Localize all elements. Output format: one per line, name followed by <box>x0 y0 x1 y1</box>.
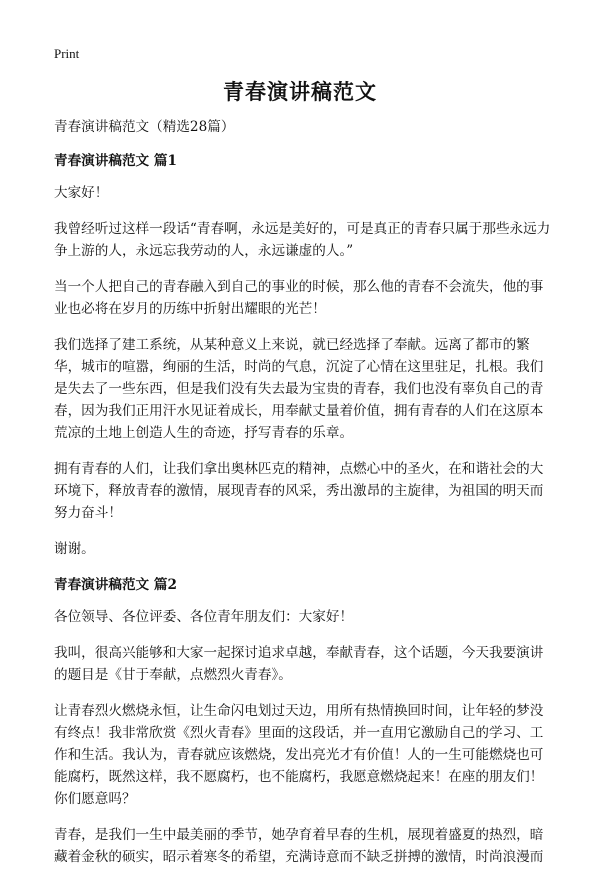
section-heading: 青春演讲稿范文 篇1 <box>54 153 177 169</box>
paragraph: 各位领导、各位评委、各位青年朋友们：大家好！ <box>54 609 354 625</box>
paragraph: 谢谢。 <box>54 541 95 557</box>
document-title: 青春演讲稿范文 <box>223 79 377 104</box>
section-2 <box>54 574 554 868</box>
paragraph: 我曾经听过这样一段话“青春啊，永远是美好的，可是真正的青春只属于那些永远力争上游的人，永远忘我劳动的人，永远谦虚的人。” <box>54 221 551 259</box>
document-body <box>54 116 554 882</box>
paragraph: 拥有青春的人们，让我们拿出奥林匹克的精神，点燃心中的圣火，在和谐社会的大环境下，释放青春的激情，展现青春的风采，秀出激昂的主旋律，为祖国的明天而努力奋斗！ <box>54 461 544 521</box>
paragraph: 我们选择了建工系统，从某种意义上来说，就已经选择了奉献。远离了都市的繁华，城市的喧嚣，绚丽的生活，时尚的气息，沉淀了心情在这里驻足，扎根。我们是失去了一些东西，但是我们没有失去最为宝贵的青春，我们也没有辜负自己的青春，因为我们正用汗水见证着成长，用奉献丈量着价值，拥有青春的人们在这原本荒凉的土地上创造人生的奇迹，抒写青春的乐章。 <box>54 337 544 441</box>
section-heading: 青春演讲稿范文 篇2 <box>54 577 177 593</box>
paragraph: 青春，是我们一生中最美丽的季节，她孕育着早春的生机，展现着盛夏的热烈，暗藏着金秋的硕实，昭示着寒冬的希望，充满诗意而不缺乏拼搏的激情，时尚浪漫而 <box>54 827 544 865</box>
document-subtitle: 青春演讲稿范文（精选28篇） <box>54 119 235 135</box>
section-1 <box>54 150 554 560</box>
paragraph: 大家好！ <box>54 185 109 201</box>
paragraph: 让青春烈火燃烧永恒，让生命闪电划过天边，用所有热情换回时间，让年轻的梦没有终点！我非常欣赏《烈火青春》里面的这段话，并一直用它激励自己的学习、工作和生活。我认为，青春就应该燃烧，发出亮光才有价值！人的一生可能燃烧也可能腐朽，既然这样，我不愿腐朽，也不能腐朽，我愿意燃烧起来！在座的朋友们！你们愿意吗？ <box>54 703 544 807</box>
paragraph: 当一个人把自己的青春融入到自己的事业的时候，那么他的青春不会流失，他的事业也必将在岁月的历练中折射出耀眼的光芒！ <box>54 279 544 317</box>
paragraph: 我叫，很高兴能够和大家一起探讨追求卓越，奉献青春，这个话题，今天我要演讲的题目是《甘于奉献，点燃烈火青春》。 <box>54 645 544 683</box>
print-link[interactable]: Print <box>54 46 80 61</box>
